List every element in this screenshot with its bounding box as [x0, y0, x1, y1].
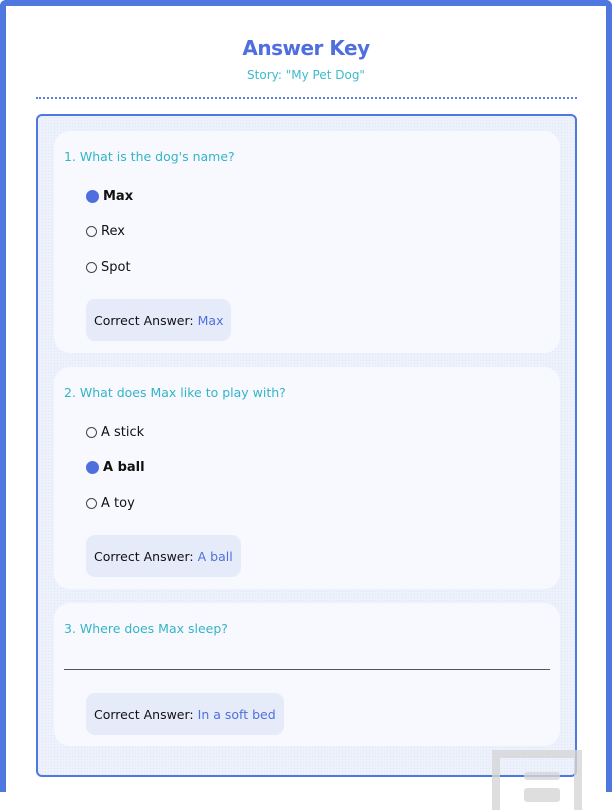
answer-label: Correct Answer:: [94, 312, 194, 328]
option-a-toy[interactable]: [86, 496, 135, 511]
question-card-2: [54, 367, 560, 589]
option-label: Rex: [101, 224, 125, 239]
dotted-divider: [36, 97, 577, 99]
answer-key-panel: [36, 114, 577, 777]
question-text: 2. What does Max like to play with?: [64, 385, 286, 400]
radio-empty-icon[interactable]: [86, 427, 97, 438]
option-label: A ball: [103, 460, 145, 475]
question-card-3: [54, 603, 560, 746]
question-text: 1. What is the dog's name?: [64, 149, 235, 164]
story-subtitle: Story: "My Pet Dog": [247, 68, 365, 82]
correct-answer-box: [86, 299, 231, 341]
option-max[interactable]: [86, 189, 133, 204]
watermark-icon: [492, 750, 582, 810]
page-title: Answer Key: [242, 36, 370, 60]
answer-label: Correct Answer:: [94, 706, 194, 722]
answer-value: In a soft bed: [197, 706, 276, 722]
option-spot[interactable]: [86, 260, 131, 275]
correct-answer-box: [86, 535, 241, 577]
option-label: Spot: [101, 260, 131, 275]
option-label: A toy: [101, 496, 135, 511]
answer-label: Correct Answer:: [94, 548, 194, 564]
radio-empty-icon[interactable]: [86, 498, 97, 509]
correct-answer-box: [86, 693, 284, 735]
radio-empty-icon[interactable]: [86, 262, 97, 273]
question-text: 3. Where does Max sleep?: [64, 621, 228, 636]
option-rex[interactable]: [86, 224, 125, 239]
question-card-1: [54, 131, 560, 353]
watermark-bar: [524, 788, 560, 802]
option-label: Max: [103, 189, 134, 204]
answer-value: A ball: [197, 548, 233, 564]
watermark-bar: [524, 772, 560, 780]
answer-line: [64, 669, 550, 670]
radio-selected-icon[interactable]: [86, 461, 99, 474]
header: [0, 36, 612, 82]
radio-empty-icon[interactable]: [86, 226, 97, 237]
radio-selected-icon[interactable]: [86, 190, 99, 203]
option-a-ball[interactable]: [86, 460, 145, 475]
answer-value: Max: [197, 312, 224, 328]
option-a-stick[interactable]: [86, 425, 144, 440]
option-label: A stick: [101, 425, 145, 440]
